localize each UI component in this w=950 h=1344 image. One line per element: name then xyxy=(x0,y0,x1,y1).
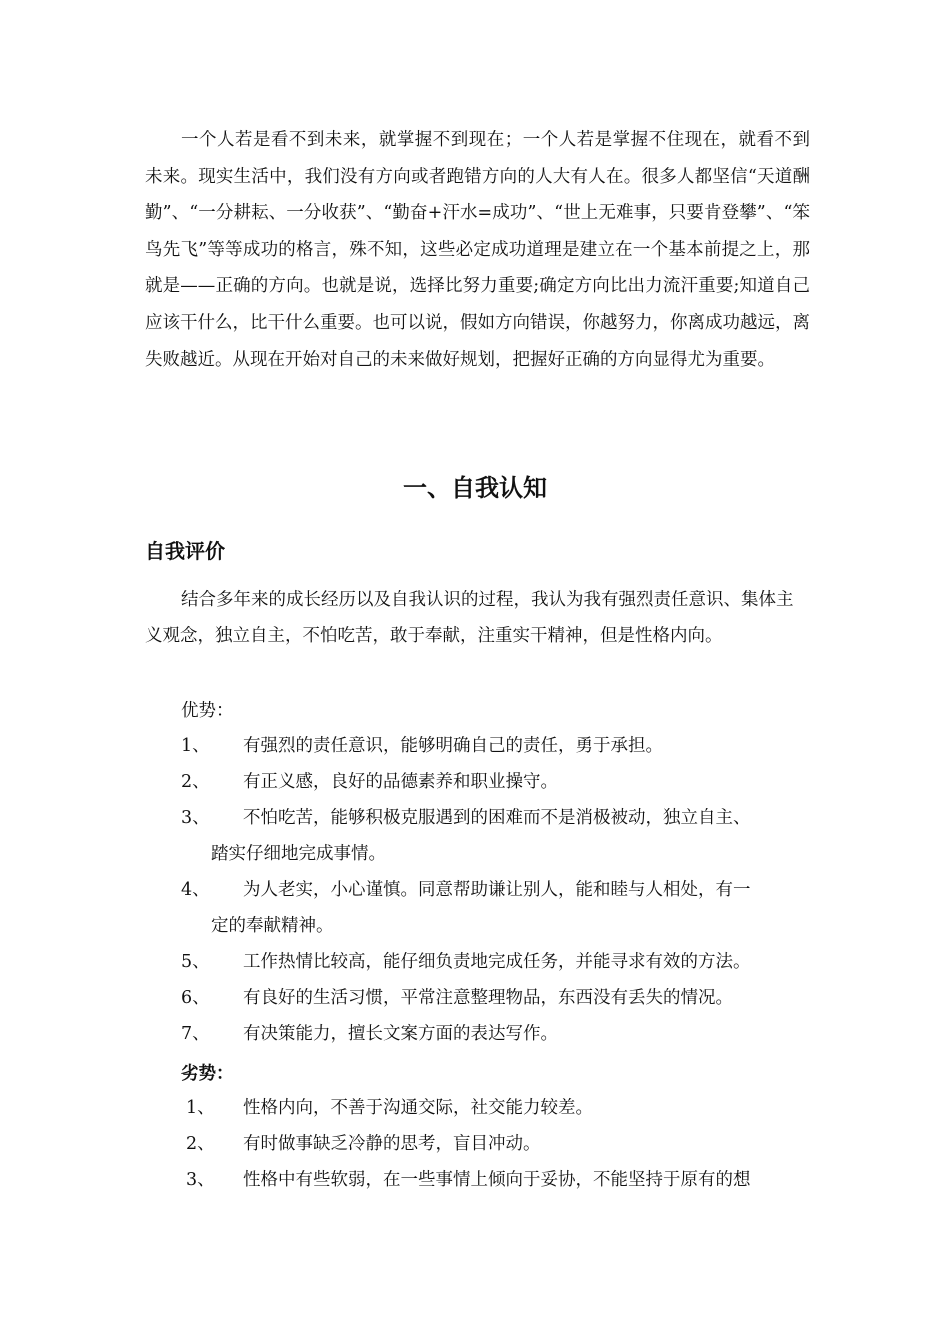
list-item-text: 不怕吃苦，能够积极克服遇到的困难而不是消极被动，独立自主、 xyxy=(243,808,751,828)
list-item-text: 有强烈的责任意识，能够明确自己的责任，勇于承担。 xyxy=(243,736,663,756)
list-item-text: 有正义感，良好的品德素养和职业操守。 xyxy=(243,772,558,792)
list-item-text: 有时做事缺乏冷静的思考，盲目冲动。 xyxy=(243,1134,541,1154)
list-item-number: 3、 xyxy=(186,1170,215,1190)
list-item-number: 6、 xyxy=(181,988,210,1008)
list-item-continuation: 定的奉献精神。 xyxy=(211,916,334,936)
list-item-text: 工作热情比较高，能仔细负责地完成任务，并能寻求有效的方法。 xyxy=(243,952,751,972)
list-item-number: 4、 xyxy=(181,880,210,900)
intro-paragraph: 一个人若是看不到未来，就掌握不到现在；一个人若是掌握不住现在，就看不到未来。现实生活中，我们没有方向或者跑错方向的人大有人在。很多人都坚信“天道酬勤”、“一分耕耘、一分收获”、“勤奋+汗水=成功”、“世上无难事，只要肯登攀”、“笨鸟先飞”等等成功的格言，殊不知，这些必定成功道理是建立在一个基本前提之上，那就是——正确的方向。也就是说，选择比努力重要;确定方向比出力流汗重要;知道自己应该干什么，比干什么重要。也可以说，假如方向错误，你越努力，你离成功越远，离失败越近。从现在开始对自己的未来做好规划，把握好正确的方向显得尤为重要。 xyxy=(145,130,810,370)
list-item-number: 3、 xyxy=(181,808,210,828)
weaknesses-label: 劣势： xyxy=(181,1064,234,1084)
list-item-text: 有决策能力，擅长文案方面的表达写作。 xyxy=(243,1024,558,1044)
list-item-text: 为人老实，小心谨慎。同意帮助谦让别人，能和睦与人相处，有一 xyxy=(243,880,751,900)
list-item-number: 1、 xyxy=(181,736,210,756)
list-item-number: 1、 xyxy=(186,1098,215,1118)
list-item-text: 性格内向，不善于沟通交际，社交能力较差。 xyxy=(243,1098,593,1118)
list-item-number: 2、 xyxy=(186,1134,215,1154)
self-evaluation-paragraph: 结合多年来的成长经历以及自我认识的过程，我认为我有强烈责任意识、集体主义观念，独立自主，不怕吃苦，敢于奉献，注重实干精神，但是性格内向。 xyxy=(145,590,794,646)
strengths-label: 优势： xyxy=(181,701,234,721)
list-item-number: 2、 xyxy=(181,772,210,792)
list-item-text: 有良好的生活习惯，平常注意整理物品，东西没有丢失的情况。 xyxy=(243,988,733,1008)
list-item-number: 7、 xyxy=(181,1024,210,1044)
list-item-continuation: 踏实仔细地完成事情。 xyxy=(211,844,386,864)
section-title: 一、自我认知 xyxy=(403,474,547,502)
list-item-number: 5、 xyxy=(181,952,210,972)
list-item-text: 性格中有些软弱，在一些事情上倾向于妥协，不能坚持于原有的想 xyxy=(243,1170,751,1190)
subsection-title: 自我评价 xyxy=(145,539,225,563)
